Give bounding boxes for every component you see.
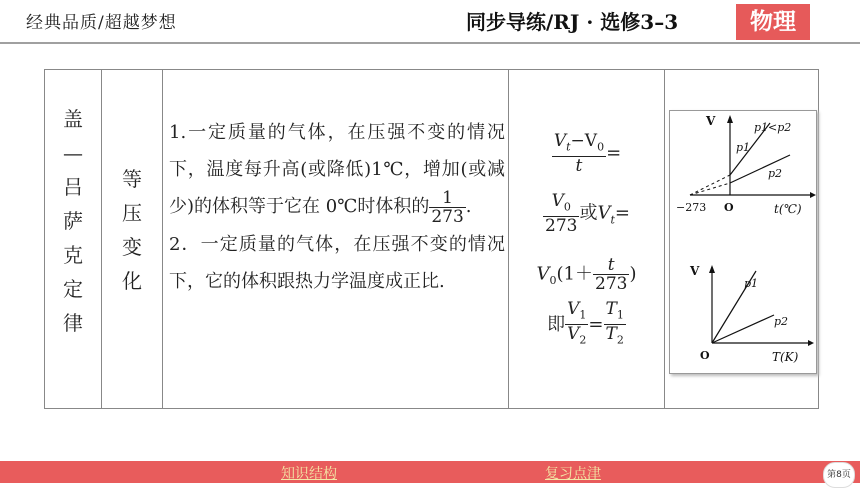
- p1-label: p1: [736, 141, 751, 154]
- header-slogan: 经典品质/超越梦想: [26, 13, 177, 33]
- fraction: [593, 256, 629, 293]
- formula-4: [509, 300, 664, 350]
- footer-bar: [0, 461, 860, 483]
- relation-label: p1<p2: [754, 121, 792, 134]
- fraction-denominator: 273: [431, 206, 464, 227]
- fraction-denominator: 273: [595, 274, 628, 294]
- formula-prefix: 即: [547, 313, 566, 335]
- formula-1: [509, 132, 664, 175]
- description-item-2: 2．一定质量的气体，在压强不变的情况下，它的体积跟热力学温度成正比.: [169, 233, 505, 292]
- description-item-1: [169, 114, 505, 226]
- extrapolation-p1: [690, 175, 730, 195]
- arrow-icon: [709, 265, 715, 273]
- subscript: 2: [616, 333, 624, 347]
- fraction-numerator: [593, 256, 629, 275]
- law-name: [45, 102, 101, 340]
- t-axis-label: t(℃): [774, 202, 802, 216]
- description-text: .: [465, 196, 472, 217]
- fraction: [429, 189, 465, 226]
- var: −V: [570, 131, 598, 151]
- fraction: [604, 300, 626, 350]
- change-type-char: 化: [122, 269, 142, 293]
- subscript: 0: [597, 140, 605, 154]
- law-name-char: 盖: [63, 107, 83, 131]
- graph-svg: [670, 111, 816, 373]
- var: V: [536, 263, 550, 285]
- law-name-char: 克: [63, 243, 83, 267]
- graph-panel: [669, 110, 817, 374]
- page-number-badge: 第8页: [823, 462, 855, 488]
- var: t: [575, 156, 583, 177]
- origin-label: O: [724, 201, 734, 214]
- fraction-denominator: [552, 157, 606, 175]
- T-axis-label: T(K): [772, 350, 799, 364]
- subscript: 0: [563, 200, 571, 214]
- equals-sign: =: [606, 142, 622, 164]
- knowledge-structure-link[interactable]: 知识结构: [281, 466, 337, 482]
- p2-label: p2: [774, 315, 789, 328]
- subscript: t: [610, 213, 615, 227]
- subscript: t: [566, 140, 571, 154]
- var: V: [553, 131, 567, 151]
- change-type-char: 变: [122, 235, 142, 259]
- origin-label: O: [700, 349, 710, 362]
- law-name-char: —: [63, 141, 83, 165]
- arrow-icon: [808, 340, 814, 346]
- var: V: [567, 324, 580, 345]
- description-cell: [163, 70, 509, 408]
- graph-v-T: [689, 264, 814, 364]
- description: [169, 114, 505, 300]
- change-type-cell: [102, 70, 163, 408]
- subscript: 1: [616, 308, 624, 322]
- fraction: [565, 300, 588, 350]
- law-name-char: 吕: [63, 175, 83, 199]
- law-table: [44, 69, 819, 409]
- fraction-numerator: [604, 300, 626, 325]
- var: V: [597, 202, 611, 224]
- subscript: 2: [579, 333, 587, 347]
- subject-badge: 物理: [736, 4, 810, 40]
- line-p2: [712, 315, 774, 343]
- graph-cell: [665, 70, 818, 408]
- p1-label: p1: [744, 277, 759, 290]
- fraction-numerator: [565, 300, 588, 325]
- fraction: [552, 132, 606, 175]
- extrapolation-p2: [690, 183, 730, 195]
- equals-sign: =: [588, 313, 604, 335]
- var: V: [551, 191, 564, 211]
- header-divider: [0, 42, 860, 44]
- fraction: [543, 192, 579, 235]
- arrow-icon: [810, 192, 816, 198]
- change-type-char: 等: [122, 167, 142, 191]
- var: V: [567, 299, 580, 319]
- change-type-char: 压: [122, 201, 142, 225]
- law-name-char: 律: [63, 311, 83, 335]
- formula-cell: [509, 70, 665, 408]
- course-title: 同步导练/RJ · 选修3–3: [466, 10, 679, 34]
- var: T: [605, 324, 617, 345]
- v-axis-label: V: [690, 264, 700, 278]
- fraction-denominator: [565, 325, 588, 349]
- var: T: [605, 299, 617, 319]
- law-name-char: 萨: [63, 209, 83, 233]
- fraction-numerator: [552, 132, 606, 157]
- law-name-cell: [45, 70, 102, 408]
- graph-v-t: [676, 114, 816, 216]
- fraction-numerator: [543, 192, 579, 217]
- equals-sign: =: [614, 202, 630, 224]
- intercept-label: −273: [676, 201, 707, 214]
- fraction-numerator: 1: [429, 189, 465, 208]
- formula-2: [509, 192, 664, 235]
- review-tips-link[interactable]: 复习点津: [545, 466, 601, 482]
- fraction-denominator: 273: [545, 216, 578, 237]
- arrow-icon: [727, 115, 733, 123]
- v-axis-label: V: [706, 114, 716, 128]
- p2-label: p2: [768, 167, 783, 180]
- law-name-char: 定: [63, 277, 83, 301]
- paren-text: ): [629, 263, 637, 285]
- subscript: 1: [579, 308, 587, 322]
- description-text: 1.一定质量的气体，在压强不变的情况下，温度每升高(或降低)1℃，增加(或减少)的体积等于它在 0℃时体积的: [169, 122, 505, 217]
- fraction-denominator: [604, 325, 626, 349]
- change-type: [102, 162, 162, 298]
- var: t: [607, 255, 615, 275]
- formula-3: [509, 256, 664, 293]
- paren-text: (1＋: [556, 263, 593, 285]
- or-text: 或: [579, 202, 598, 224]
- subscript: 0: [549, 274, 557, 288]
